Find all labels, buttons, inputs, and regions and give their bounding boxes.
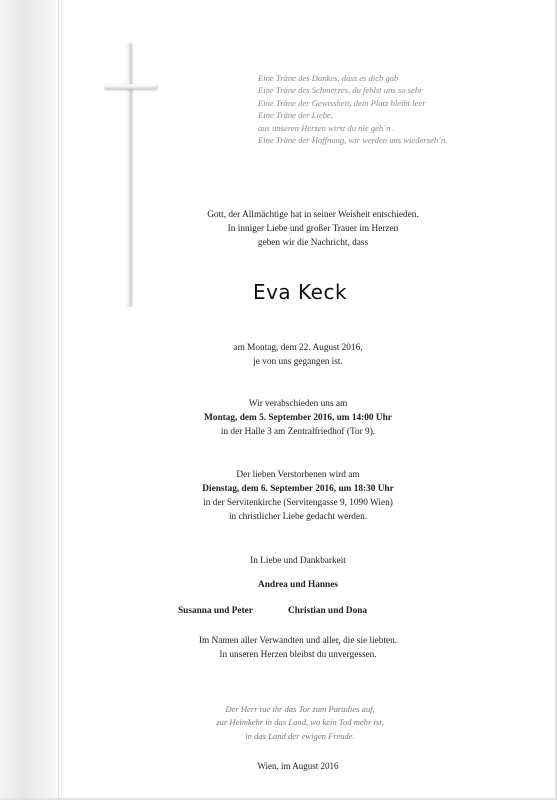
closing-text <box>58 634 538 662</box>
mass-intro: Der lieben Verstorbenen wird am <box>236 470 360 480</box>
poem-line: Eine Träne des Schmerzes, du fehlst uns so sehr <box>258 85 423 96</box>
poem-line: Eine Träne des Dankes, dass es dich gab <box>258 73 399 83</box>
death-line: je von uns gegangen ist. <box>253 357 343 367</box>
verse-line: Der Herr tue ihr das Tor zum Paradies auf, <box>225 704 375 714</box>
cross-horizontal-beam <box>104 84 156 89</box>
intro-line: geben wir die Nachricht, dass <box>257 238 369 248</box>
memorial-mass-info <box>58 468 538 524</box>
farewell-intro: Wir verabschieden uns am <box>248 399 348 409</box>
poem <box>258 72 548 146</box>
farewell-info <box>58 397 538 439</box>
cross-vertical-beam <box>126 43 131 305</box>
place-date: Wien, im August 2016 <box>257 761 339 771</box>
deceased-name: Eva Keck <box>252 280 348 304</box>
mass-closing: in christlicher Liebe gedacht werden. <box>228 512 368 522</box>
decorative-left-border <box>0 0 56 800</box>
poem-line: Eine Träne der Hoffnung, wir werden uns wiederseh´n. <box>258 135 448 146</box>
closing-verse <box>60 703 540 743</box>
family-third: Christian und Dona <box>288 606 368 616</box>
closing-line: Im Namen aller Verwandten und aller, die sie liebten. <box>198 636 398 646</box>
mass-location: in der Servitenkirche (Servitengasse 9, 1090 Wien) <box>203 498 393 508</box>
thanks-line: In Liebe und Dankbarkeit <box>250 556 346 566</box>
family-first: Andrea und Hannes <box>258 580 338 590</box>
farewell-location: in der Halle 3 am Zentralfriedhof (Tor 9). <box>220 427 376 437</box>
intro-line: Gott, der Allmächtige hat in seiner Weisheit entschieden. <box>207 210 419 220</box>
poem-line: Eine Träne der Gewissheit, dein Platz bleibt leer <box>258 97 426 108</box>
farewell-date: Montag, dem 5. September 2016, um 14:00 Uhr <box>204 413 392 423</box>
verse-line: zur Heimkehr in das Land, wo kein Tod mehr ist, <box>216 717 384 728</box>
death-notice <box>58 341 538 369</box>
intro-text <box>73 208 553 250</box>
poem-line: Eine Träne der Liebe, <box>258 110 333 121</box>
closing-line: In unseren Herzen bleibst du unvergessen. <box>219 650 377 660</box>
family-second: Susanna und Peter <box>178 606 253 616</box>
verse-line: in das Land der ewigen Freude. <box>245 730 355 741</box>
mass-date: Dienstag, dem 6. September 2016, um 18:30 Uhr <box>202 484 394 494</box>
death-line: am Montag, dem 22. August 2016, <box>233 343 363 353</box>
intro-line: In inniger Liebe und großer Trauer im Herzen <box>227 224 399 234</box>
poem-line: aus unseren Herzen wirst du nie geh´n . <box>258 122 395 133</box>
family-row <box>178 606 438 616</box>
